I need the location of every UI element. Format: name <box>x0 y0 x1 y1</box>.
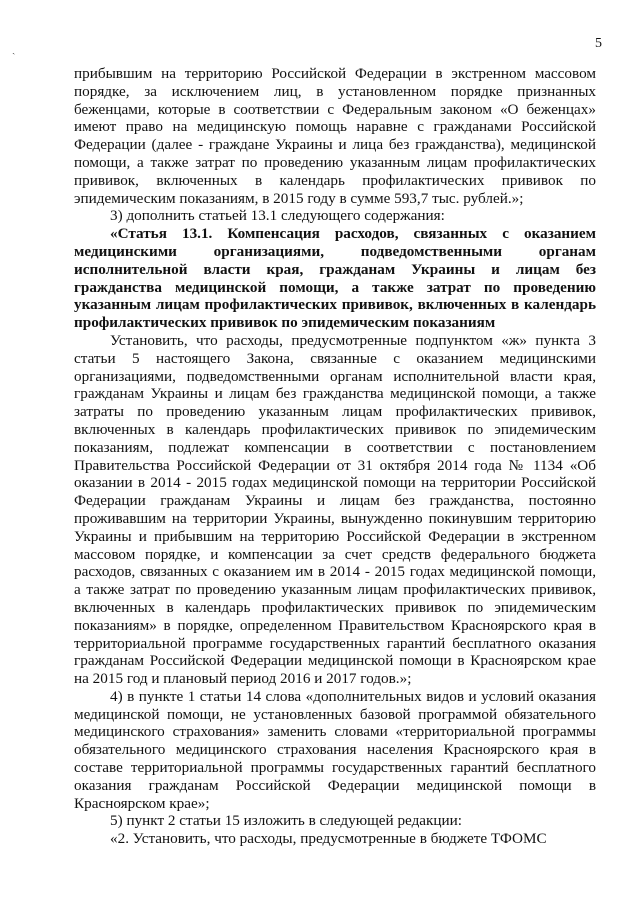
scan-mark: ˎ <box>12 44 16 55</box>
paragraph-item-5: 5) пункт 2 статьи 15 изложить в следующей редакции: <box>110 812 463 830</box>
paragraph-quoted-2: «2. Установить, что расходы, предусмотренные в бюджете ТФОМС <box>110 830 547 848</box>
paragraph-continuation: прибывшим на территорию Российской Федерации в экстренном массовом порядке, за исключением лиц, в установленном порядке признанных беженцами, которые в соответствии с Федеральным законом «О беженцах» имеют право на медицинскую помощь наравне с гражданами Российской Федерации (далее - граждане Украины и лица без гражданства), медицинской помощи, а также затрат по проведению указанным лицам профилактических прививок, включенных в календарь профилактических прививок по эпидемическим показаниям, в 2015 году в сумме 593,7 тыс. рублей.»; <box>74 65 596 207</box>
article-13-1-heading: «Статья 13.1. Компенсация расходов, связанных с оказанием медицинскими организациями, подведомственными органам исполнительной власти края, гражданам Украины и лицам без гражданства медицинской помощи, а также затрат по проведению указанным лицам профилактических прививок, включенных в календарь профилактических прививок по эпидемическим показаниям <box>74 225 596 332</box>
page-number: 5 <box>595 36 602 51</box>
document-body <box>74 65 596 848</box>
article-13-1-body: Установить, что расходы, предусмотренные подпунктом «ж» пункта 3 статьи 5 настоящего Закона, связанные с оказанием медицинскими организациями, подведомственными органам исполнительной власти края, гражданам Украины и лицам без гражданства медицинской помощи, а также затраты по проведению указанным лицам профилактических прививок, включенных в календарь профилактических прививок по эпидемическим показаниям, подлежат компенсации в соответствии с постановлением Правительства Российской Федерации от 31 октября 2014 года № 1134 «Об оказании в 2014 - 2015 годах медицинской помощи на территории Российской Федерации гражданам Украины и лицам без гражданства, постоянно проживавшим на территории Украины, вынужденно покинувшим территорию Украины и прибывшим на территорию Российской Федерации в экстренном массовом порядке, и компенсации за счет средств федерального бюджета расходов, связанных с оказанием им в 2014 - 2015 годах медицинской помощи, а также затрат по проведению указанным лицам профилактических прививок, включенных в календарь профилактических прививок по эпидемическим показаниям» в порядке, определенном Правительством Красноярского края в территориальной программе государственных гарантий бесплатного оказания гражданам Российской Федерации медицинской помощи в Красноярском крае на 2015 год и плановый период 2016 и 2017 годов.»; <box>74 331 596 688</box>
paragraph-item-3: 3) дополнить статьей 13.1 следующего содержания: <box>110 207 445 225</box>
paragraph-item-4: 4) в пункте 1 статьи 14 слова «дополнительных видов и условий оказания медицинской помощи, не установленных базовой программой обязательного медицинского страхования» заменить словами «территориальной программы обязательного медицинского страхования населения Красноярского края в составе территориальной программы государственных гарантий бесплатного оказания гражданам Российской Федерации медицинской помощи в Красноярском крае»; <box>74 687 596 812</box>
